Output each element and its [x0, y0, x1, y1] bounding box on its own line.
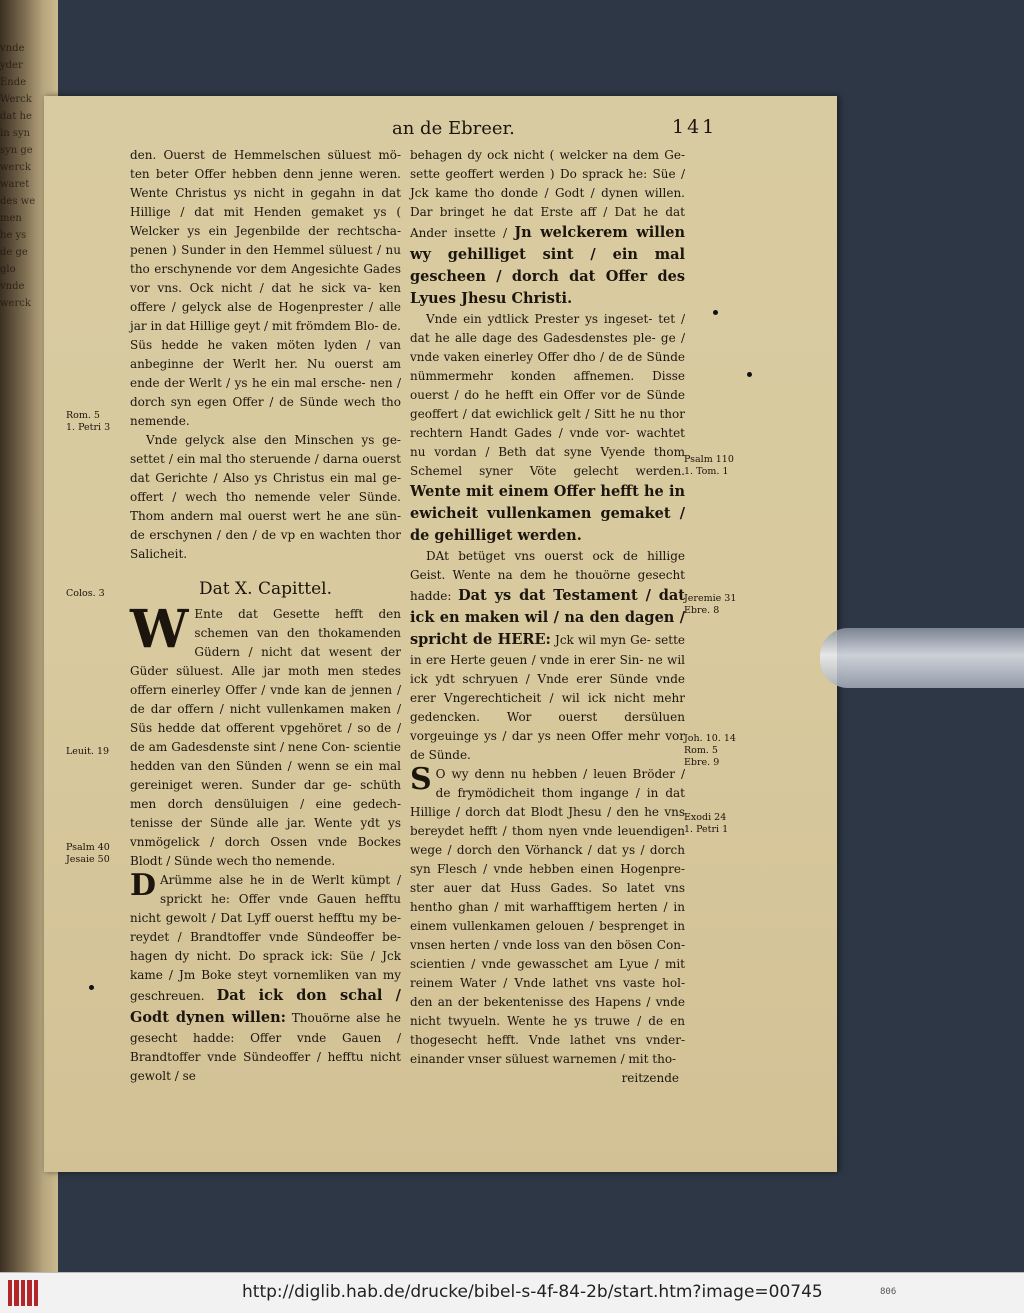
margin-note: Exodi 24 1. Petri 1 — [684, 812, 729, 835]
margin-note: Psalm 40 Jesaie 50 — [66, 842, 110, 865]
right-text-column — [410, 146, 685, 1088]
drop-initial: W — [130, 599, 189, 660]
emphasized-text: Jn welckerem willen wy gehilliget sint / ein mal gescheen / dorch dat Offer des Lyues Jhesu Christi. — [410, 224, 685, 307]
paragraph-text: Thouörne alse he gesecht hadde: Offer vnde Gauen / Brandtoffer vnde Sündeoffer / hefftu nicht gewolt / se — [130, 1011, 401, 1083]
margin-note: Colos. 3 — [66, 588, 105, 599]
drop-initial: S — [410, 762, 432, 797]
paragraph: Vnde gelyck alse den Minschen ys ge- settet / ein mal tho steruende / darna ouerst dat Gerichte / Also ys Christus ein mal ge- offert / wech tho nemende veler Sünde. Thom andern mal ouerst wert he ane sün- de erschynen / den / de vp en wachten thor Salicheit. — [130, 433, 401, 561]
viewer-status-bar — [0, 1272, 1024, 1313]
chapter-heading: Dat X. Capittel. — [199, 579, 332, 599]
footer-code: 806 — [880, 1287, 897, 1297]
paragraph — [410, 310, 685, 547]
paragraph — [130, 868, 401, 1086]
ink-dot — [747, 372, 752, 377]
library-logo-icon — [8, 1280, 38, 1306]
emphasized-text: Dat ys dat Testament / dat ick en maken wil / na den dagen / spricht de HERE: — [410, 587, 685, 648]
paragraph-text: Jck wil myn Ge- sette in ere Herte geuen / vnde in erer Sin- ne wil ick ydt schryuen / Vnde erer Sünde vnde erer Vngerechticheit / wil ick nicht mehr gedencken. Wor ouerst dersüluen vorgeuinge ys / dar ys neen Offer mehr vor de Sünde. — [410, 633, 685, 762]
margin-note: Psalm 110 1. Tom. 1 — [684, 454, 734, 477]
emphasized-text: Dat ick don schal / Godt dynen willen: — [130, 987, 401, 1026]
left-text-column — [130, 146, 401, 1086]
ink-dot — [713, 310, 718, 315]
left-page-text-fragment: vnde yder Ende Werck dat he in syn syn ge werck waret des we men he ys de ge glo vnde werck — [0, 43, 36, 309]
page-number: 141 — [672, 116, 718, 138]
margin-note: Jeremie 31 Ebre. 8 — [684, 593, 737, 616]
paragraph-text: O wy denn nu hebben / leuen Bröder / de frymödicheit thom ingange / in dat Hillige / dorch dat Blodt Jhesu / den he vns bereydet hefft / thom nyen vnde leuendigen wege / dorch den Vörhanck / dat ys / dorch syn Flesch / vnde hebben einen Hogenpre- ster auer dat Huss Gades. So latet vns hentho ghan / mit warhafftigem herten / in einem vullenkamen gelouen / besprenget in vnsen herten / vnde loss van den bösen Con- scientien / vnde gewasschet am Lyue / mit reinem Water / Vnde lathet vns vaste hol- den an der bekentenisse des Hapens / vnde nicht twyueln. Wente he ys truwe / de en thogesecht hefft. Vnde lathet vns vnder- einander vnser süluest warnemen / mit tho- — [410, 767, 685, 1066]
catchword: reitzende — [621, 1071, 679, 1085]
paragraph — [410, 762, 685, 1069]
paragraph-text: Arümme alse he in de Werlt kümpt / sprickt he: Offer vnde Gauen hefftu nicht gewolt / Dat Lyff ouerst hefftu my be- reydet / Brandtoffer vnde Sündeoffer be- hagen dy nicht. Do sprack ick: Süe / Jck kame / Jm Boke steyt vornemliken van my geschreuen. — [130, 873, 401, 1003]
page-holder-clip — [820, 628, 1024, 688]
ink-dot — [89, 985, 94, 990]
paragraph-text: Vnde ein ydtlick Prester ys ingeset- tet / dat he alle dage des Gadesdenstes ple- ge / vnde vaken einerley Offer dho / de de Sünde nümmermehr konden affnemen. Disse ouerst / do he hefft ein Offer vor de Sünde geoffert / dat ewichlick gelt / Sitt he nu thor rechtern Handt Gades / vnde vor- wachtet nu vordan / Beth dat syne Vyende thom Schemel syner Vöte gelecht werden. — [410, 312, 685, 478]
paragraph: den. Ouerst de Hemmelschen süluest mö- ten beter Offer hebben denn jenne weren. Wente Christus ys nicht in gegahn in dat Hillige / dat mit Henden gemaket ys ( Welcker ys ein Jegenbilde der rechtscha- penen ) Sunder in den Hemmel süluest / nu tho erschynende vor dem Angesichte Gades vor vns. Ock nicht / dat he sick va- ken offere / gelyck alse de Hogenprester / alle jar in dat Hillige geyt / mit frömdem Blo- de. Süs hedde he vaken möten lyden / van anbeginne der Werlt her. Nu ouerst am ende der Werlt / ys he ein mal ersche- nen / dorch syn egen Offer / de Sünde wech tho nemende. — [130, 148, 401, 428]
image-url-link[interactable]: http://diglib.hab.de/drucke/bibel-s-4f-84-2b/start.htm?image=00745 — [242, 1282, 823, 1302]
paragraph-text: Ente dat Gesette hefft den schemen van den thokamenden Güdern / nicht dat wesent der Güder süluest. Alle jar moth men stedes offern einerley Offer / vnde kan de jennen / de dar offern / nicht vullenkamen maken / Süs hedde dat offerent vpgehöret / so de / de am Gadesdenste sint / nene Con- scientie hedden van den Sünden / wenn se ein mal gereiniget weren. Sunder dar ge- schüth men dorch densüluigen / eine gedech- tenisse der Sünde alle jar. Wente ydt ys vnmögelick / dorch Ossen vnde Bockes Blodt / Sünde wech tho nemende. — [130, 607, 401, 868]
emphasized-text: Wente mit einem Offer hefft he in ewicheit vullenkamen gemaket / de gehilliget werden. — [410, 483, 685, 544]
margin-note: Joh. 10. 14 Rom. 5 Ebre. 9 — [684, 733, 736, 768]
paragraph-text: DAt betüget vns ouerst ock de hillige Geist. Wente na dem he thouörne gesecht hadde: — [410, 549, 685, 603]
running-header: an de Ebreer. — [392, 118, 515, 139]
paragraph-text: behagen dy ock nicht ( welcker na dem Ge- sette geoffert werden ) Do sprack he: Süe / Jck kame tho donde / Godt / dynen willen. Dar bringet he dat Erste aff / Dat he dat Ander insette / — [410, 148, 685, 240]
margin-note: Rom. 5 1. Petri 3 — [66, 410, 111, 433]
margin-note: Leuit. 19 — [66, 746, 110, 757]
paragraph — [130, 599, 401, 871]
paragraph — [410, 547, 685, 765]
paragraph — [410, 146, 685, 310]
drop-initial: D — [130, 868, 157, 903]
